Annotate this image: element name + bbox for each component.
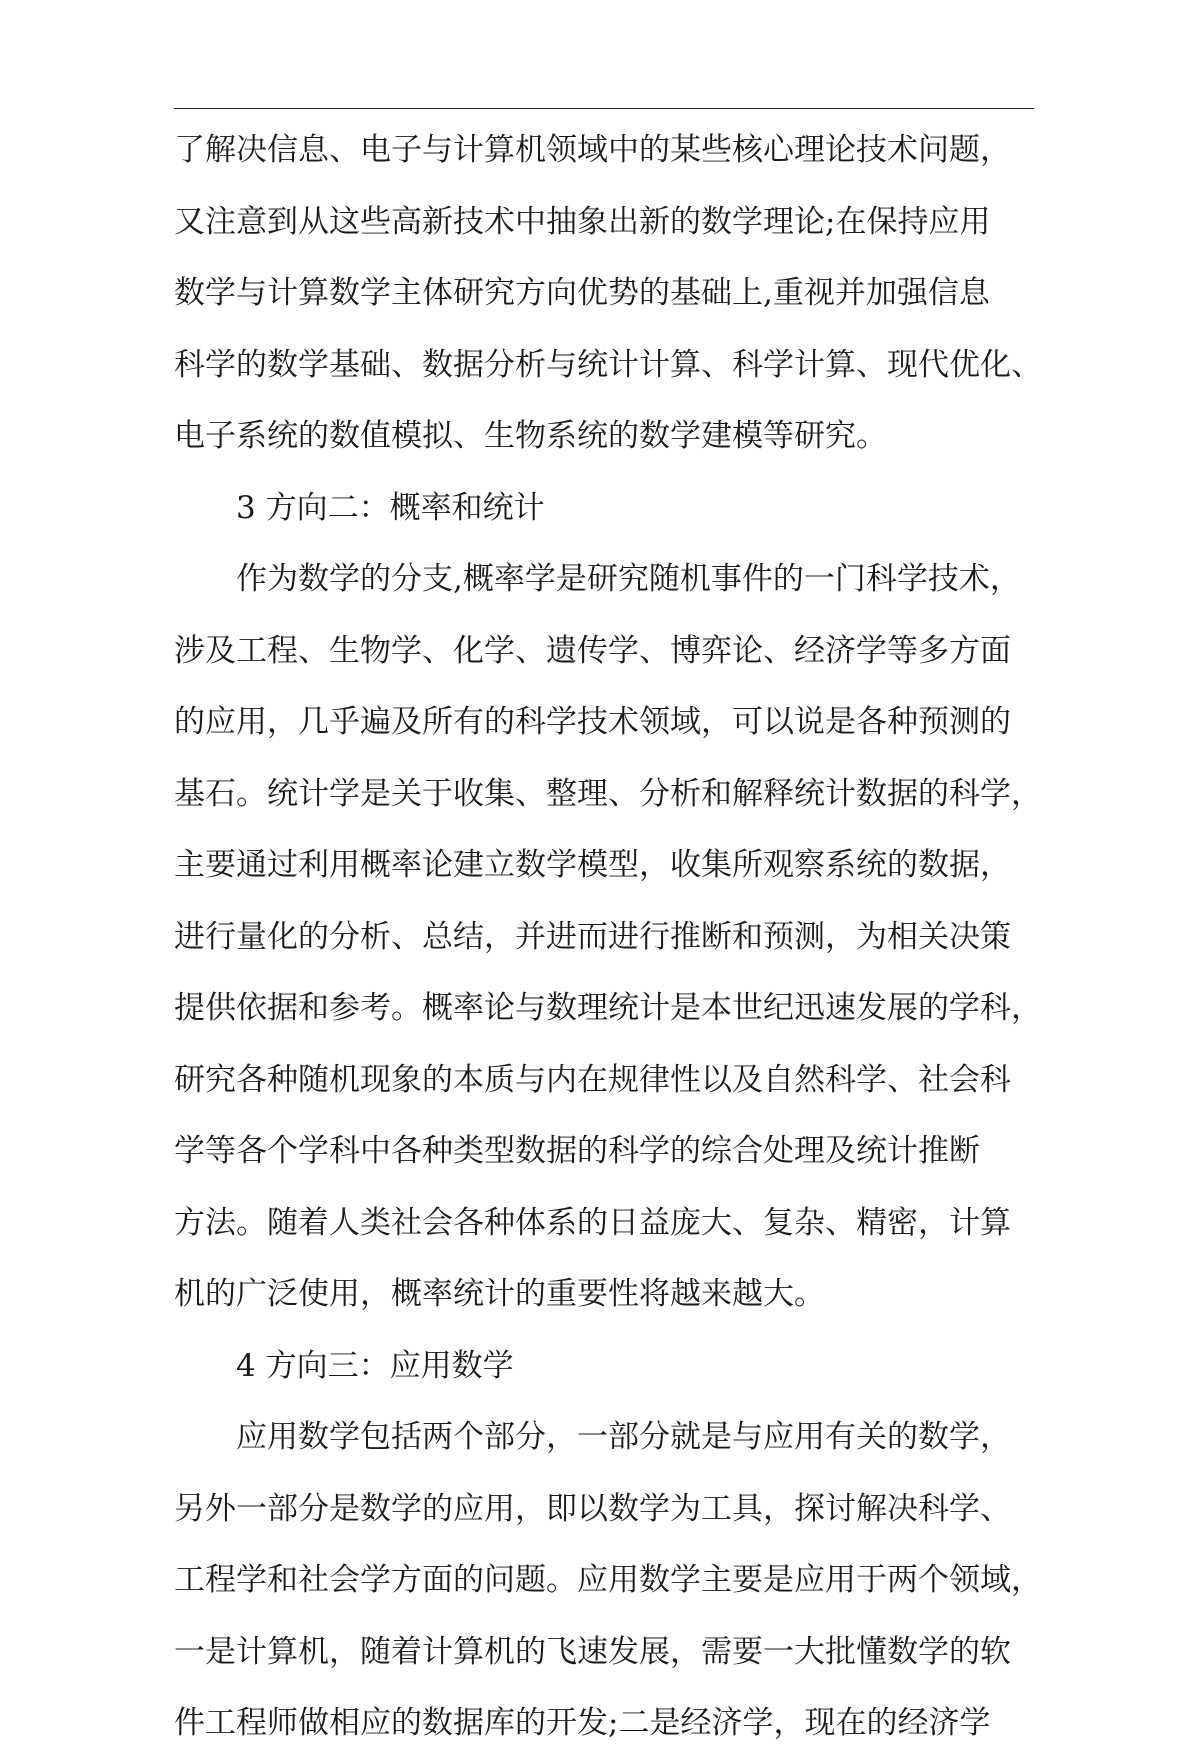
- text-line: 基石。统计学是关于收集、整理、分析和解释统计数据的科学，: [174, 775, 1042, 812]
- body-text: [174, 115, 1054, 1760]
- text-line: 3 方向二：概率和统计: [236, 489, 545, 526]
- text-line: 科学的数学基础、数据分析与统计计算、科学计算、现代优化、: [174, 346, 1042, 383]
- text-line: 应用数学包括两个部分，一部分就是与应用有关的数学，: [236, 1419, 1011, 1455]
- text-line: 一是计算机，随着计算机的飞速发展，需要一大批懂数学的软: [174, 1633, 1011, 1670]
- text-line: 了解决信息、电子与计算机领域中的某些核心理论技术问题，: [174, 132, 1011, 168]
- text-line: 件工程师做相应的数据库的开发;二是经济学，现在的经济学: [174, 1705, 991, 1741]
- text-line: 电子系统的数值模拟、生物系统的数学建模等研究。: [174, 418, 887, 454]
- text-line: 方法。随着人类社会各种体系的日益庞大、复杂、精密，计算: [174, 1204, 1011, 1241]
- text-line: 涉及工程、生物学、化学、遗传学、博弈论、经济学等多方面: [174, 632, 1011, 669]
- text-line: 学等各个学科中各种类型数据的科学的综合处理及统计推断: [174, 1133, 980, 1169]
- text-line: 主要通过利用概率论建立数学模型，收集所观察系统的数据，: [174, 847, 1011, 883]
- text-line: 研究各种随机现象的本质与内在规律性以及自然科学、社会科: [174, 1061, 1011, 1098]
- text-line: 又注意到从这些高新技术中抽象出新的数学理论;在保持应用: [174, 203, 991, 240]
- text-line: 数学与计算数学主体研究方向优势的基础上,重视并加强信息: [174, 275, 990, 311]
- text-line: 另外一部分是数学的应用，即以数学为工具，探讨解决科学、: [174, 1490, 1011, 1527]
- header-rule: [174, 108, 1034, 109]
- text-line: 进行量化的分析、总结，并进而进行推断和预测，为相关决策: [174, 918, 1011, 955]
- text-line: 机的广泛使用，概率统计的重要性将越来越大。: [174, 1276, 825, 1312]
- text-line: 提供依据和参考。概率论与数理统计是本世纪迅速发展的学科，: [174, 990, 1042, 1026]
- text-line: 的应用，几乎遍及所有的科学技术领域，可以说是各种预测的: [174, 704, 1011, 740]
- text-line: 4 方向三：应用数学: [236, 1347, 514, 1384]
- text-line: 工程学和社会学方面的问题。应用数学主要是应用于两个领域，: [174, 1562, 1042, 1598]
- text-line: 作为数学的分支,概率学是研究随机事件的一门科学技术，: [236, 561, 1021, 597]
